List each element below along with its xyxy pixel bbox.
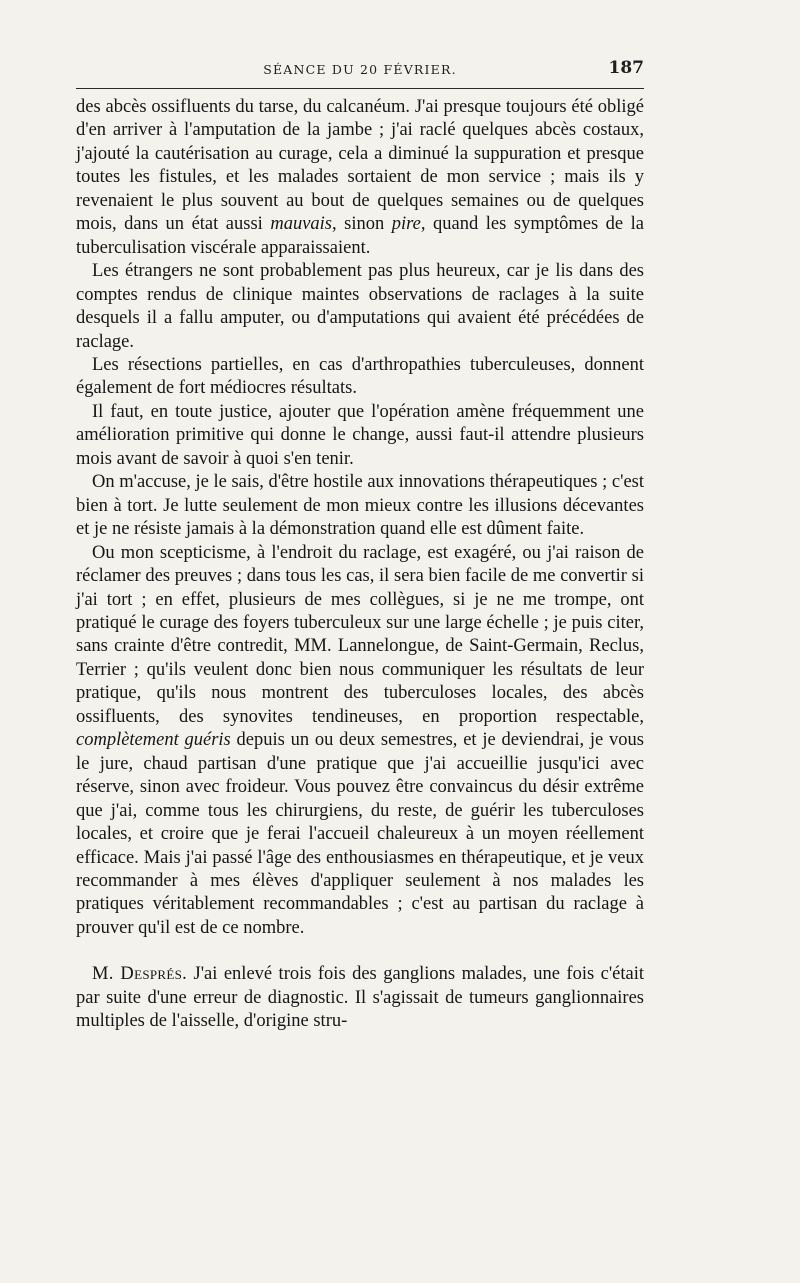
paragraph-1 — [76, 96, 644, 260]
paragraph-1-text-c: , quand les symptômes de la tuberculisation viscérale apparaissaient. — [76, 214, 645, 258]
paragraph-5: On m'accuse, je le sais, d'être hostile aux innovations thérapeutiques ; c'est bien à tort. Je lutte seulement de mon mieux contre les illusions décevantes et je ne résiste jamais à la démonstration quand elle est dûment faite. — [76, 472, 644, 540]
paragraph-1-text-a: des abcès ossifluents du tarse, du calcanéum. J'ai presque toujours été obligé d'en arriver à l'amputation de la jambe ; j'ai raclé quelques abcès costaux, j'ajouté la cautérisation au curage, cela a diminué la suppuration et presque toutes les fistules, et les malades sortaient de mon service ; mais ils y revenaient le plus souvent au bout de quelques semaines ou de quelques mois, dans un état aussi — [76, 97, 644, 235]
paragraph-1-emphasis-mauvais: mauvais — [270, 214, 333, 235]
paragraph-speaker-despres — [76, 963, 644, 1033]
running-head — [76, 58, 644, 84]
page-number: 187 — [608, 58, 644, 78]
paragraph-4: Il faut, en toute justice, ajouter que l'opération amène fréquemment une amélioration primitive qui donne le change, aussi faut-il attendre plusieurs mois avant de savoir à quoi s'en tenir. — [76, 401, 644, 469]
header-rule — [76, 88, 644, 89]
paragraph-6-text-b: depuis un ou deux semestres, et je deviendrai, je vous le jure, chaud partisan d'une pratique que j'ai accueillie jusqu'ici avec réserve, sinon avec froideur. Vous pouvez être convaincus du désir extrême que j'ai, comme tous les chirurgiens, du reste, de guérir les tuberculoses locales, et croire que je ferai l'accueil chaleureux à un moyen réellement efficace. Mais j'ai passé l'âge des enthousiasmes en thérapeutique, et je veux recommander à mes élèves d'appliquer seulement à nos malades les pratiques véritablement recommandables ; c'est au partisan du raclage à prouver qu'il est de ce nombre. — [76, 730, 644, 938]
paragraph-6 — [76, 542, 644, 941]
running-title: SÉANCE DU 20 FÉVRIER. — [263, 62, 457, 77]
body-text — [76, 96, 644, 1034]
paragraph-2: Les étrangers ne sont probablement pas plus heureux, car je lis dans des comptes rendus de clinique maintes observations de raclages à la suite desquels il a fallu amputer, ou d'amputations qui avaient été précédées de raclage. — [76, 261, 644, 352]
paragraph-1-text-b: , sinon — [332, 214, 392, 235]
paragraph-1-emphasis-pire: pire — [391, 214, 421, 235]
speaker-name: M. Després. — [92, 964, 188, 985]
paragraph-6-text-a: Ou mon scepticisme, à l'endroit du raclage, est exagéré, ou j'ai raison de réclamer des preuves ; dans tous les cas, il sera bien facile de me convertir si j'ai tort ; en effet, plusieurs de mes collègues, si je ne me trompe, ont pratiqué le curage des foyers tuberculeux sur une large échelle ; je puis citer, sans crainte d'être contredit, MM. Lannelongue, de Saint-Germain, Reclus, Terrier ; qu'ils veulent donc bien nous communiquer les résultats de leur pratique, qu'ils nous montrent des tuberculoses locales, des abcès ossifluents, des synovites tendineuses, en proportion respectable, — [76, 542, 644, 727]
paragraph-6-emphasis: complètement guéris — [76, 730, 231, 751]
speaker-text: J'ai enlevé trois fois des ganglions malades, une fois c'était par suite d'une erreur de diagnostic. Il s'agissait de tumeurs ganglionnaires multiples de l'aisselle, d'origine stru- — [76, 964, 645, 1032]
paragraph-3: Les résections partielles, en cas d'arthropathies tuberculeuses, donnent également de fort médiocres résultats. — [76, 354, 644, 399]
